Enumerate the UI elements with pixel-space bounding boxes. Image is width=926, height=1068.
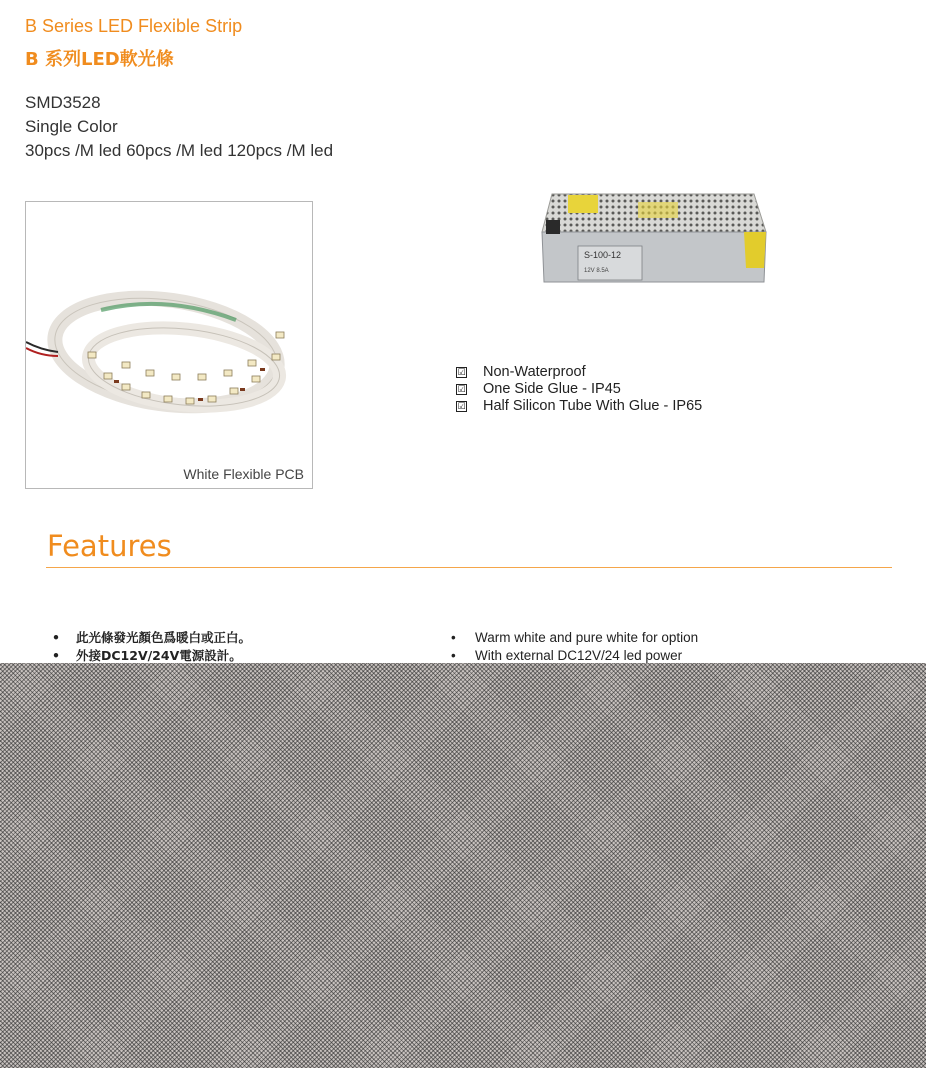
spec-color: Single Color: [25, 117, 118, 136]
bullet-icon: •: [52, 630, 60, 645]
redacted-pattern-overlay: [0, 663, 926, 1068]
checkbox-icon: ☑: [457, 401, 466, 411]
spec-model: SMD3528: [25, 93, 101, 112]
option-item: [456, 364, 702, 381]
feature-text: 此光條發光顏色爲暖白或正白。: [76, 630, 252, 645]
list-item: [451, 629, 698, 647]
title-chinese: B 系列LED軟光條: [25, 49, 174, 70]
option-label: Half Silicon Tube With Glue - IP65: [483, 398, 703, 414]
bullet-icon: •: [52, 647, 60, 663]
bullet-icon: •: [451, 647, 456, 663]
features-list-english: [451, 629, 698, 664]
feature-text: With external DC12V/24 led power: [475, 647, 683, 663]
spec-densities: 30pcs /M led 60pcs /M led 120pcs /M led: [25, 141, 334, 160]
features-heading: Features: [47, 529, 172, 563]
list-item: [52, 629, 251, 647]
checkbox-icon: ☑: [457, 367, 466, 377]
option-item: [456, 381, 702, 398]
option-label: One Side Glue - IP45: [483, 381, 621, 397]
psu-model-label: S-100-12: [584, 250, 622, 260]
photo-caption: White Flexible PCB: [183, 466, 304, 482]
option-list: [456, 364, 702, 415]
feature-text: Warm white and pure white for option: [475, 630, 699, 645]
features-divider: [46, 567, 892, 568]
led-strip-illustration: [26, 202, 312, 452]
option-item: [456, 398, 702, 415]
option-label: Non-Waterproof: [483, 364, 586, 380]
led-strip-photo: [25, 201, 313, 489]
bullet-icon: •: [451, 630, 456, 645]
feature-text: 外接DC12V/24V電源設計。: [76, 647, 242, 663]
power-supply-illustration: [538, 192, 770, 284]
psu-rating-label: 12V 8.5A: [584, 268, 609, 274]
title-english: B Series LED Flexible Strip: [25, 16, 243, 36]
list-item: [52, 647, 251, 665]
checkbox-icon: ☑: [457, 384, 466, 394]
list-item: [451, 647, 698, 665]
features-list-chinese: [52, 629, 251, 664]
